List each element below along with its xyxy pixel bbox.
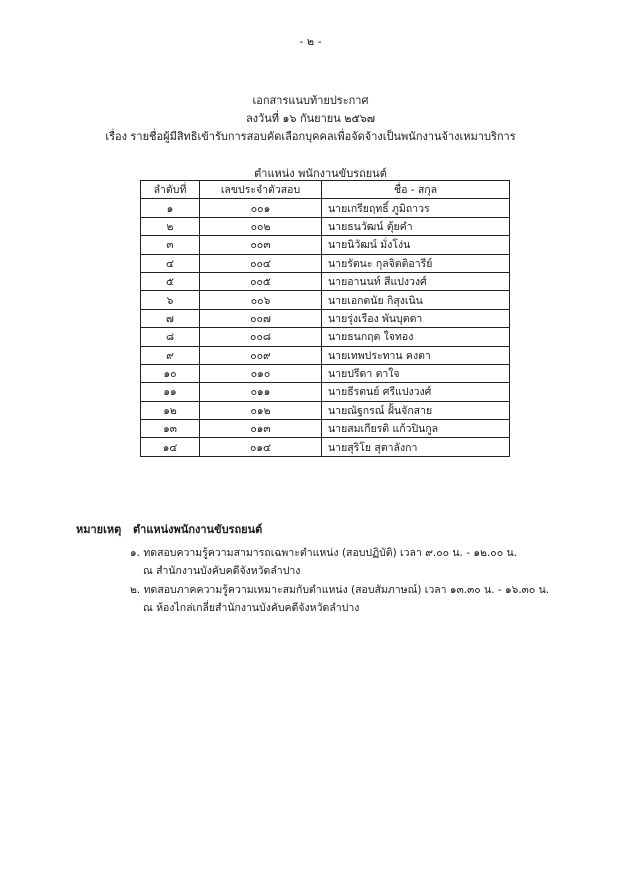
cell-exam-id: ๐๐๔	[200, 254, 322, 272]
header-date: ลงวันที่ ๑๖ กันยายน ๒๕๖๗	[245, 112, 376, 125]
cell-name: นายเกรียฤทธิ์ ภูมิถาวร	[322, 199, 510, 217]
cell-name: นายเทพประทาน คงตา	[322, 346, 510, 364]
note-item-1-location: ณ สำนักงานบังคับคดีจังหวัดลำปาง	[143, 565, 301, 577]
cell-name: นายสมเกียรติ แก้วปินกูล	[322, 420, 510, 438]
cell-order: ๒	[141, 217, 200, 235]
cell-order: ๓	[141, 236, 200, 254]
cell-name: นายเอกดนัย กิสุงเนิน	[322, 291, 510, 309]
cell-name: นายธนวัฒน์ ตุ้ยคำ	[322, 217, 510, 235]
cell-exam-id: ๐๐๗	[200, 309, 322, 327]
cell-order: ๔	[141, 254, 200, 272]
cell-order: ๑	[141, 199, 200, 217]
table-row	[141, 364, 510, 382]
table-row	[141, 383, 510, 401]
cell-order: ๘	[141, 328, 200, 346]
cell-exam-id: ๐๑๓	[200, 420, 322, 438]
cell-exam-id: ๐๑๑	[200, 383, 322, 401]
table-header-row	[141, 181, 510, 199]
cell-exam-id: ๐๐๑	[200, 199, 322, 217]
cell-exam-id: ๐๑๐	[200, 364, 322, 382]
table-row	[141, 272, 510, 290]
cell-exam-id: ๐๐๘	[200, 328, 322, 346]
table-row	[141, 309, 510, 327]
table-row	[141, 438, 510, 456]
cell-exam-id: ๐๐๖	[200, 291, 322, 309]
cell-name: นายธีรตนย์ ศรีแปงวงศ์	[322, 383, 510, 401]
cell-order: ๑๒	[141, 401, 200, 419]
page-number: - ๒ -	[299, 35, 322, 48]
table-row	[141, 199, 510, 217]
cell-name: นายสุริโย สุตาลังกา	[322, 438, 510, 456]
table-row	[141, 254, 510, 272]
cell-order: ๑๑	[141, 383, 200, 401]
cell-order: ๕	[141, 272, 200, 290]
cell-name: นายนิวัฒน์ มั่งโง่น	[322, 236, 510, 254]
cell-order: ๑๔	[141, 438, 200, 456]
header-subject: เรื่อง รายชื่อผู้มีสิทธิเข้ารับการสอบคัดเลือกบุคคลเพื่อจัดจ้างเป็นพนักงานจ้างเหมาบริการ	[105, 130, 516, 143]
position-title: ตำแหน่ง พนักงานขับรถยนต์	[254, 167, 387, 180]
column-header-order: ลำดับที่	[141, 181, 200, 199]
cell-order: ๑๓	[141, 420, 200, 438]
cell-exam-id: ๐๐๓	[200, 236, 322, 254]
cell-order: ๑๐	[141, 364, 200, 382]
cell-order: ๗	[141, 309, 200, 327]
column-header-exam-id: เลขประจำตัวสอบ	[200, 181, 322, 199]
note-item-2: ๒. ทดสอบภาคความรู้ความเหมาะสมกับตำแหน่ง (สอบสัมภาษณ์) เวลา ๑๓.๓๐ น. - ๑๖.๓๐ น.	[130, 584, 550, 596]
header-attachment-title: เอกสารแนบท้ายประกาศ	[252, 94, 369, 107]
cell-exam-id: ๐๐๕	[200, 272, 322, 290]
notes-label: หมายเหตุ	[76, 523, 122, 536]
cell-name: นายณัฐกรณ์ ฝั้นจักสาย	[322, 401, 510, 419]
cell-name: นายรุ่งเรือง พันบุตตา	[322, 309, 510, 327]
cell-name: นายอานนท์ สีแปงวงศ์	[322, 272, 510, 290]
cell-exam-id: ๐๐๒	[200, 217, 322, 235]
candidate-table	[140, 180, 510, 457]
table-row	[141, 346, 510, 364]
table-row	[141, 236, 510, 254]
cell-exam-id: ๐๑๔	[200, 438, 322, 456]
table-row	[141, 420, 510, 438]
cell-order: ๙	[141, 346, 200, 364]
table-row	[141, 401, 510, 419]
table-row	[141, 217, 510, 235]
cell-name: นายธนกฤต ใจทอง	[322, 328, 510, 346]
note-item-1: ๑. ทดสอบความรู้ความสามารถเฉพาะตำแหน่ง (สอบปฏิบัติ) เวลา ๙.๐๐ น. - ๑๒.๐๐ น.	[130, 547, 517, 559]
column-header-name: ชื่อ - สกุล	[322, 181, 510, 199]
notes-title: ตำแหน่งพนักงานขับรถยนต์	[133, 523, 263, 536]
cell-name: นายรัตนะ กุลจิตติอารีย์	[322, 254, 510, 272]
cell-order: ๖	[141, 291, 200, 309]
cell-exam-id: ๐๐๙	[200, 346, 322, 364]
note-item-2-location: ณ ห้องไกล่เกลี่ยสำนักงานบังคับคดีจังหวัดลำปาง	[143, 602, 360, 614]
table-row	[141, 328, 510, 346]
cell-exam-id: ๐๑๒	[200, 401, 322, 419]
cell-name: นายปรีดา ตาใจ	[322, 364, 510, 382]
table-row	[141, 291, 510, 309]
